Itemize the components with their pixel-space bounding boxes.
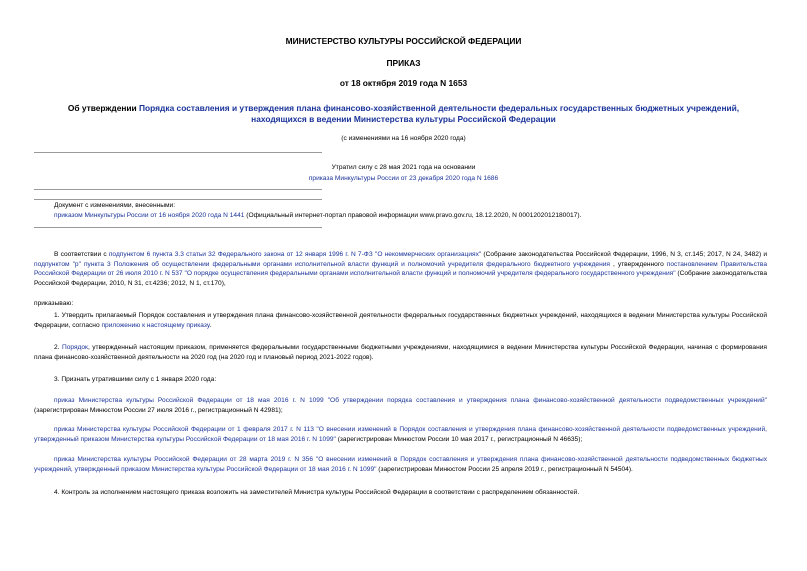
repealed-order-1-text: (зарегистрирован Минюстом России 27 июля 2016 г., регистрационный N 42981); xyxy=(34,406,283,414)
item-1-text: 1. Утвердить прилагаемый Порядок составления и утверждения плана финансово-хозяйственной деятельности федеральных государственных бюджетных учреждений, находящихся в ведении Министерства культуры Российской Федерации, согласно xyxy=(34,312,767,329)
item-1-paragraph xyxy=(34,311,767,330)
changes-rest: (Официальный интернет-портал правовой информации www.pravo.gov.ru, 18.12.2020, N 0001202012180017). xyxy=(244,212,582,219)
intro-paragraph xyxy=(34,250,767,288)
divider-3 xyxy=(34,199,322,200)
changes-line xyxy=(54,211,581,220)
item-3-paragraph: 3. Признать утратившими силу с 1 января 2020 года: xyxy=(54,376,217,383)
repealed-order-2 xyxy=(34,425,767,444)
changes-label: Документ с изменениями, внесенными: xyxy=(54,202,176,209)
item-1-end: . xyxy=(209,321,212,329)
ministry-heading: МИНИСТЕРСТВО КУЛЬТУРЫ РОССИЙСКОЙ ФЕДЕРАЦИИ xyxy=(285,36,522,46)
divider-4 xyxy=(34,227,322,228)
procedure-link[interactable]: Порядок xyxy=(61,344,88,351)
title-link-line1[interactable]: Порядка составления и утверждения плана финансово-хозяйственной деятельности федеральных государственных бюджетных учреждений, xyxy=(139,103,740,113)
item-2-text: , утвержденный настоящим приказом, применяется федеральными государственными бюджетными учреждениями, находящимися в ведении Министерства культуры Российской Федерации, начиная с формирования плана финансово-хозяйственной деятельности на 2020 год (на 2020 год и плановый период 2021-2022 годов). xyxy=(34,344,767,361)
repealed-order-3-link[interactable]: приказ Министерства культуры Российской Федерации от 28 марта 2019 г. N 356 "О внесении изменений в Порядок составления и утверждения плана финансово-хозяйственной деятельности подведомственных бюджетных учреждений, утвержденный приказом Министерства культуры Российской Федерации от 18 мая 2016 г. N 1099" xyxy=(34,456,767,473)
expired-link-line xyxy=(0,174,807,183)
repealed-order-3-text: (зарегистрирован Минюстом России 25 апреля 2019 г., регистрационный N 54504). xyxy=(376,465,633,473)
intro-text-3: , утвержденного xyxy=(609,260,667,268)
item-2-paragraph xyxy=(34,343,767,362)
repealed-order-3 xyxy=(34,455,767,474)
changes-order-link[interactable]: приказом Минкультуры России от 16 ноября 2020 года N 1441 xyxy=(54,212,245,219)
title-link-line2[interactable]: находящихся в ведении Министерства культуры Российской Федерации xyxy=(251,114,556,124)
divider-1 xyxy=(34,152,322,153)
amendments-note: (с изменениями на 16 ноября 2020 года) xyxy=(341,135,466,142)
document-title xyxy=(0,103,807,125)
federal-law-link[interactable]: подпунктом 6 пункта 3.3 статьи 32 Федерального закона от 12 января 1996 г. N 7-ФЗ "О некоммерческих организациях" xyxy=(108,251,482,258)
item-4-paragraph: 4. Контроль за исполнением настоящего приказа возложить на заместителей Министра культуры Российской Федерации в соответствии с распределением обязанностей. xyxy=(54,489,580,496)
intro-text-1: В соответствии с xyxy=(54,251,109,258)
doc-type-heading: ПРИКАЗ xyxy=(386,58,421,68)
regulation-link[interactable]: подпунктом "р" пункта 3 Положения об осуществлении федеральными органами исполнительной власти функций и полномочий учредителя федерального бюджетного учреждения xyxy=(34,260,610,268)
item-2-number: 2. xyxy=(54,344,62,351)
appendix-link[interactable]: приложению к настоящему приказу xyxy=(101,321,210,329)
repealed-order-1-link[interactable]: приказ Министерства культуры Российской Федерации от 18 мая 2016 г. N 1099 "Об утверждении порядка составления и утверждения плана финансово-хозяйственной деятельности подведомственных учреждений" xyxy=(54,397,767,404)
government-decree-link[interactable]: постановлением Правительства Российской Федерации от 26 июля 2010 г. N 537 "О порядке осуществления федеральными органами исполнительной власти функций и полномочий учредителя федерального государственного учреждения" xyxy=(34,260,768,278)
intro-text-4: (Собрание законодательства Российской Федерации, 2010, N 31, ст.4236; 2012, N 1, ст.170), xyxy=(34,270,767,287)
order-word: приказываю: xyxy=(34,300,74,307)
divider-2 xyxy=(34,189,322,190)
title-prefix: Об утверждении xyxy=(67,103,140,113)
date-number-heading: от 18 октября 2019 года N 1653 xyxy=(339,78,468,88)
intro-text-2: (Собрание законодательства Российской Федерации, 1996, N 3, ст.145; 2017, N 24, 3482) и xyxy=(481,251,768,258)
repealed-order-2-text: (зарегистрирован Минюстом России 10 мая 2017 г., регистрационный N 46635); xyxy=(335,435,583,443)
expired-note: Утратил силу с 28 мая 2021 года на основании xyxy=(331,164,476,171)
repealed-order-2-link[interactable]: приказ Министерства культуры Российской Федерации от 1 февраля 2017 г. N 113 "О внесении изменений в Порядок составления и утверждения плана финансово-хозяйственной деятельности подведомственных учреждений, утвержденный приказом Министерства культуры Российской Федерации от 18 мая 2016 г. N 1099" xyxy=(34,426,767,443)
expired-order-link[interactable]: приказа Минкультуры России от 23 декабря 2020 года N 1686 xyxy=(308,175,499,182)
repealed-order-1 xyxy=(34,396,767,415)
